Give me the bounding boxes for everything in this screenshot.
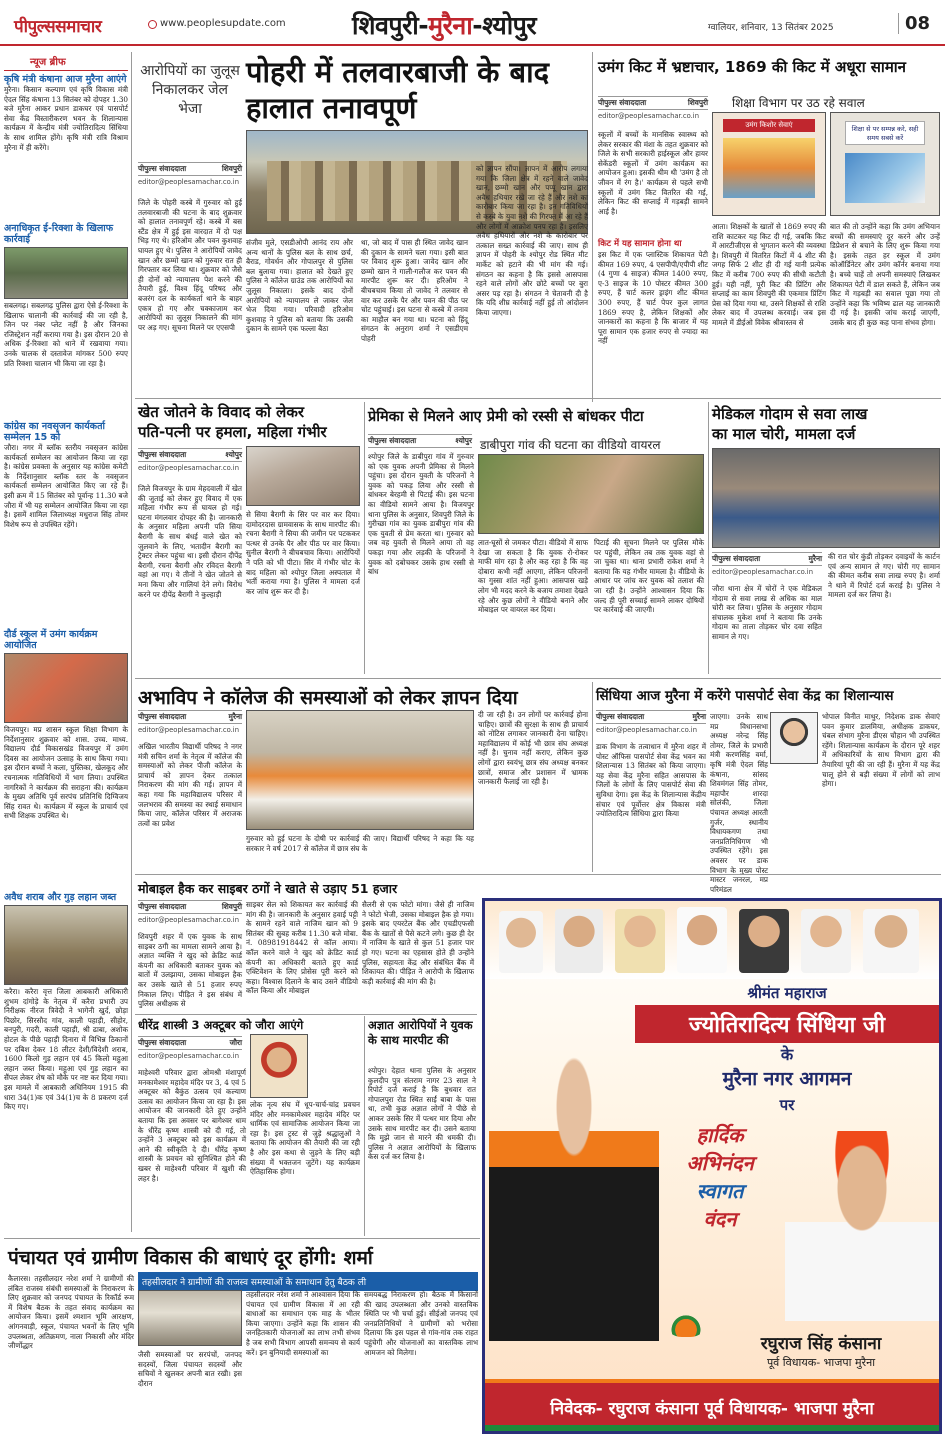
raid-photo — [4, 905, 128, 985]
umang-board-label-2: शिक्षा से पर सम्पन्न करे, सही समय सबसे करें — [845, 121, 925, 145]
ad-line5: पर — [779, 1096, 795, 1114]
ad-scindia-portrait — [489, 1041, 659, 1341]
farm-reporter: पीपुल्स संवाददाता — [138, 450, 187, 459]
godown-col-2: की रात चोर कुंडी तोड़कर दवाइयों के कार्टन एवं अन्य सामान ले गए। चोरी गए सामान की कीमत करीब सवा लाख रुपए है। शर्मा ने थाने में रिपोर्ट दर्ज कराई है। पुलिस ने मामला दर्ज कर लिया है। — [828, 552, 940, 600]
lead-col-2: संजीव मुले, एसडीओपी आनंद राय और अन्य थानों के पुलिस बल के साथ छर्च, बैराड, गोवर्धन और गोपालपुर से पुलिस बल बुलाया गया। हालात को देखते हुए पुलिस ने कॉलेज ग्राउंड तक आरोपियों का जुलूस निकाला। इसके बाद दोनों आरोपियों को न्यायालय ले जाकर जेल भेज दिया गया। परिवादी हरिओम कुशवाह ने पुलिस को बताया कि उसकी दुकान के सामने एक फल्ला बैठा — [246, 238, 353, 334]
globe-icon — [148, 20, 157, 29]
scindia-byline — [596, 710, 706, 736]
umang-city: शिवपुरी — [687, 98, 708, 107]
edition-title — [352, 8, 536, 42]
ad-line1: श्रीमंत महाराज — [747, 984, 827, 1002]
umang-photo-board — [712, 112, 826, 216]
scindia-reporter: पीपुल्स संवाददाता — [596, 712, 645, 721]
abvp-photo — [246, 710, 474, 830]
farm-title-1: खेत जोतने के विवाद को लेकर — [138, 403, 304, 421]
shastri-byline — [138, 1036, 242, 1062]
shastri-city: जौरा — [229, 1038, 242, 1047]
divider-v1 — [592, 52, 593, 402]
news-brief-column — [4, 52, 128, 1437]
lover-reporter: पीपुल्स संवाददाता — [368, 436, 417, 445]
brief-4-body: विजयपुर। मप्र शासन स्कूल शिक्षा विभाग के निर्देशानुसार शुक्रवार को शास. उच्च. माध्य. विद्यालय दौर्ड विकासखंड विजयपुर में उमंग दिवस का आयोजन उत्साह के साथ किया गया। इस दौरान बच्चों ने कला, पुस्तिका, खेलकूद और रचनात्मक गतिविधियों में भाग लिया। उपस्थित नागरिकों ने कार्यक्रम की सराहना की। कार्यक्रम के मुख्य अतिथि पूर्व सरपंच प्रतिनिधि दिग्विजय सिंह रावत थे। कार्यक्रम में स्कूल के प्राचार्य एवं सभी शिक्षक उपस्थित थे। — [4, 725, 128, 821]
lover-deck: डाबीपुरा गांव की घटना का वीडियो वायरल — [480, 438, 661, 452]
shastri-col-1: माहेश्वरी परिवार द्वारा ओमश्री मंशापूर्ण मनकामेश्वर महादेव मंदिर पर 3, 4 एवं 5 अक्टूबर को बैकुंठ उत्सव एवं कल्याण उत्सव का आयोजन किया जा रहा है। इस आयोजन की जानकारी देते हुए उन्होंने बताया कि इस अवसर पर बागेश्वर धाम के धीरेंद्र कृष्ण शास्त्री को दी गई, तो उन्होंने 3 अक्टूबर को इस कार्यक्रम में आने की स्वीकृति दे दी। धीरेंद्र कृष्ण शास्त्री के प्रवचन को सुनिश्चित होने की खबर से माहेश्वरी परिवार में खुशी की लहर है। — [138, 1068, 246, 1183]
farm-photo-hospital — [246, 446, 360, 506]
ad-welcome-words — [645, 1121, 795, 1233]
cyber-col-2: साइबर सेल को शिकायत कर कार्रवाई की मांग की है। जानकारी के अनुसार हवाई पट्टी के सामने रहने वाले नाजिम खान को 9 सितंबर की सुबह करीब 11.30 बजे मोबा. नं. 08981918442 से कॉल आया। कॉल करने वाले ने खुद को क्रेडिट कार्ड कंपनी का अधिकारी बताते हुए कार्ड एक्टिवेशन के लिए प्रोसेस पूरी करने को कहा। विश्वास दिलाने के बाद उसने वीडियो कॉल किया और मोबाइल — [246, 900, 358, 996]
dateline: ग्वालियर, शनिवार, 13 सितंबर 2025 — [708, 23, 834, 33]
godown-byline — [712, 552, 822, 578]
leader-portrait — [615, 909, 665, 973]
edition-c: -श्योपुर — [472, 11, 537, 40]
cyber-col-3: सैलरी से एक फोटो मांगा। जैसे ही नाजिम ने फोटो भेजी, उसका मोबाइल हैक हो गया। इसके बाद एयरटेल बैंक और एचडीएफसी बैंक के खातों से पैसे कटने लगे। कुछ ही देर में नाजिम के खाते से कुल 51 हजार पार हो गए। घटना का एहसास होते ही उन्होंने पुलिस, सहायता केंद्र और संबंधित बैंक में शिकायत की। पीड़ित ने आरोपी के खिलाफ कड़ी कार्रवाई की मांग की है। — [362, 900, 474, 986]
brief-5-body: करैरा। करैरा वृत्त जिला आबकारी अधिकारी शुभम दांगोड़े के नेतृत्व में करैरा प्रभारी उप निरीक्षक नीरज त्रिवेदी ने भागेनी खुर्द, छोड़ा पिछोर, सिरसौद गांव, काली पहाड़ी, सीहोर, बनपुरी, गदरी, काली पहाड़ी, श्री ढाबा, अशोक होटल के पीछे पहाड़ी दिनारा में विभिन्न ठिकानों पर दबिश देकर 18 लीटर देशी/विदेशी शराब, 1600 किलो गुड़ लहान एवं 45 किलो महुआ लहान जब्त किया। महुआ एवं गुड़ लहान का सैंपल लेकर शेष को मौके पर नष्ट कर दिया गया। इस मामले में आबकारी अधिनियम 1915 की धारा 34(1)क एवं 34(1)च के 8 प्रकरण दर्ज किए गए। — [4, 987, 128, 1112]
lead-title: पोहरी में तलवारबाजी के बाद हालात तनावपूर्ण — [246, 55, 550, 125]
ad-name: रघुराज सिंह कंसाना — [760, 1334, 882, 1354]
ad-w2: अभिनंदन — [686, 1151, 754, 1175]
leader-portrait — [499, 911, 543, 973]
leader-portrait — [555, 909, 603, 973]
assault-col: श्योपुर। देहात थाना पुलिस के अनुसार कुलदीप पुत्र संतराम नागर 23 साल ने रिपोर्ट दर्ज कराई है कि बुधवार रात गोपालपुरा रोड स्थित साईं बाबा के पास था, तभी कुछ अज्ञात लोगों ने पीछे से आकर उसके सिर में पत्थर मार दिया और उसके साथ मारपीट कर दी। उसने बताया कि मुझे जान से मारने की धमकी दी। पुलिस ने अज्ञात आरोपियों के खिलाफ केस दर्ज कर लिया है। — [368, 1066, 476, 1162]
leader-portrait — [739, 909, 789, 973]
brief-3-head: कांग्रेस का नवसृजन कार्यकर्ता सम्मेलन 15 को — [4, 421, 105, 443]
cyber-reporter: पीपुल्स संवाददाता — [138, 902, 187, 911]
leader-portrait — [801, 909, 851, 973]
godown-title-2: का माल चोरी, मामला दर्ज — [712, 425, 856, 443]
shastri-reporter: पीपुल्स संवाददाता — [138, 1038, 187, 1047]
edition-b: मुरैना — [428, 11, 473, 40]
umang-reporter: पीपुल्स संवाददाता — [598, 98, 647, 107]
abvp-col-3: दी जा रही है। उन लोगों पर कार्रवाई होना चाहिए। छात्रों की सुरक्षा के साथ ही प्राचार्य को नोटिस लगाकर जानकारी देना चाहिए। महाविद्यालय में कोई भी छात्र संघ अध्यक्ष नहीं है। चुनाव नहीं कराए, लेकिन कुछ लोगों द्वारा स्वयंभू छात्र संघ अध्यक्ष बनकर छात्रों, समाज और प्रशासन में भ्रामक जानकारी फैलाई जा रही है। — [478, 710, 588, 787]
umang-byline — [598, 96, 708, 122]
lover-col-1: श्योपुर जिले के डाबीपुरा गांव में गुरुवार को एक युवक अपनी प्रेमिका से मिलने पहुंचा। इस दौरान युवती के परिजनों ने युवक को पकड़ लिया और रस्सी से बांधकर बेरहमी से पिटाई की। इस घटना का वीडियो सामने आया है। विजयपुर थाना पुलिस के अनुसार, शिवपुरी जिले के गुरीच्छा गांव का युवक डाबीपुरा गांव की एक युवती से प्रेम करता था। गुरुवार को जब वह युवती से मिलने आया तो वह पकड़ा गया और लड़की के परिजनों ने युवक को दबोचकर उसके हाथ रस्सी से बांध — [368, 452, 474, 577]
brief-divider — [131, 52, 132, 1232]
lover-col-2: लात-घूसों से जमकर पीटा। वीडियो में साफ देखा जा सकता है कि युवक रो-रोकर माफी मांग रहा है और कह रहा है कि वह दोबारा कभी नहीं आएगा, लेकिन परिजनों का गुस्सा शांत नहीं हुआ। आसपास खड़े लोग भी मदद करने के बजाय तमाशा देखते रहे और कुछ लोगों ने वीडियो बनाने और मोबाइल पर वायरल कर दिया। — [478, 538, 588, 615]
divider-h3 — [135, 874, 941, 875]
scindia-col-1: डाक विभाग के तत्वाधान में मुरैना शहर में पोस्ट ऑफिस पासपोर्ट सेवा केंद्र भवन का शिलान्यास 13 सितंबर को किया जाएगा। यह सेवा केंद्र मुरैना सहित आसपास के जिलों के लोगों के लिए पासपोर्ट सेवा की सुविधा देगा। इस केंद्र के शिलान्यास केंद्रीय संचार एवं पूर्वोत्तर क्षेत्र विकास मंत्री ज्योतिरादित्य सिंधिया द्वारा किया — [596, 742, 706, 819]
scindia-welcome-ad — [482, 898, 942, 1434]
abvp-byline — [138, 710, 242, 736]
lead-col-3: था, जो बाद में पास ही स्थित जावेद खान की दुकान के सामने चला गया। इसी बात पर विवाद शुरू हुआ। जावेद खान और छम्मो खान ने गाली-गलौज कर पवन की मारपीट शुरू कर दी। हरिओम ने बीचबचाव किया तो जावेद ने तलवार से वार कर उसके पैर और पवन की पीठ पर चोट पहुंचाई। इस घटना से कस्बे में तनाव का माहौल बन गया था। घटना को हिंदू संगठन के अनुराग शर्मा ने एसडीएम पोहरी — [361, 238, 468, 343]
farm-email: editor@peoplesamachar.co.in — [138, 464, 240, 472]
lead-col-1: जिले के पोहरी कस्बे में गुरुवार को हुई तलवारबाजी की घटना के बाद शुक्रवार को हालात तनावपूर्ण रहे। कस्बे में बस स्टैंड क्षेत्र में हुई इस वारदात में दो पक्ष भिड़ गए थे। हरिओम और पवन कुशवाह घायल हुए थे। पुलिस ने आरोपियों जावेद खान और छम्मो खान को गुरुवार रात ही गिरफ्तार कर लिया था। शुक्रवार को जैसे ही दोनों को न्यायालय पेश करने की तैयारी हुई, विश्व हिंदू परिषद और बजरंग दल के कार्यकर्ता थाने के बाहर एकत्र हो गए और चक्काजाम कर आरोपियों का जुलूस निकालने की मांग पर अड़ गए। सूचना मिलने पर एएसपी — [138, 198, 242, 332]
site-url: www.peoplesupdate.com — [160, 18, 286, 29]
godown-title — [712, 404, 940, 444]
abvp-col-1: अखिल भारतीय विद्यार्थी परिषद ने नगर मंत्री सचिन शर्मा के नेतृत्व में कॉलेज की समस्याओं को लेकर पीजी कॉलेज के प्राचार्य को ज्ञापन देकर तत्काल निराकरण की मांग की गई। ज्ञापन में कहा गया कि महाविद्यालय परिसर में जलभराव की समस्या का स्थाई समाधान किया जाए, कॉलेज परिसर में अराजक तत्वों का प्रवेश — [138, 742, 242, 828]
divider-v2 — [364, 402, 365, 674]
divider-h2 — [135, 678, 941, 679]
brief-3-body: जौरा। नगर में ब्लॉक स्तरीय नवसृजन कांग्रेस कार्यकर्ता सम्मेलन का आयोजन किया जा रहा है। कांग्रेस प्रवक्ता के अनुसार यह कांग्रेस कमेटी के निर्देशानुसार ब्लॉक स्तर के नवसृजन कार्यकर्ता सम्मेलन आयोजित किए जा रहे हैं। इसी क्रम में 15 सितंबर को पूर्वान्ह 11.30 बजे जौरा में भी यह सम्मेलन आयोजित किया जा रहा है। इसमें शामिल जिलाध्यक्ष मधुराज सिंह तोमर विशेष रूप से उपस्थित रहेंगे। — [4, 443, 128, 529]
lover-col-3: पिटाई की सूचना मिलने पर पुलिस मौके पर पहुंची, लेकिन तब तक युवक वहां से जा चुका था। थाना प्रभारी राकेश शर्मा ने बताया कि यह गंभीर मामला है। वीडियो के आधार पर जांच कर युवक को तलाश की जा रही है। उन्होंने आश्वासन दिया कि जल्द ही पूरी सच्चाई सामने लाकर दोषियों पर कार्रवाई की जाएगी। — [594, 538, 704, 615]
ad-footer: निवेदक- रघुराज कंसाना पूर्व विधायक- भाजपा मुरैना — [485, 1379, 939, 1431]
paper-name: पीपुल्स — [14, 17, 56, 37]
cyber-title: मोबाइल हैक कर साइबर ठगों ने खाते से उड़ाए 51 हजार — [138, 881, 398, 896]
umang-deck: शिक्षा विभाग पर उठ रहे सवाल — [732, 96, 865, 110]
school-event-photo — [4, 653, 128, 723]
divider-v4 — [592, 682, 593, 872]
scindia-city: मुरैना — [692, 712, 706, 721]
lead-col-4: को ज्ञापन सौंपा। ज्ञापन में आरोप लगाया गया कि जिला क्षेत्र में रहने वाले जावेद खान, छम्मो खान और पप्पू खान द्वारा अवैध हथियार रखे जा रहे हैं और नशे का कारोबार किया जा रहा है। इन गतिविधियों से कस्बे के युवा नशे की गिरफ्त में आ रहे हैं और लोगों में आक्रोश पनप रहा है। इसलिए अवैध हथियारों और नशे के कारोबार पर तत्काल सख्त कार्रवाई की जाए। साथ ही ज्ञापन में पोहरी के श्योपुर रोड स्थित मीट मार्केट को हटाने की भी मांग की गई। संगठन का कहना है कि इससे आसपास रहने वाले लोगों और छोटे बच्चों पर बुरा असर पड़ रहा है। संगठन ने चेतावनी दी है कि यदि शीघ्र कार्रवाई नहीं हुई तो आंदोलन किया जाएगा। — [476, 164, 588, 317]
paper-logo — [14, 14, 101, 37]
umang-col-3: बात की तो उन्होंने कहा कि उमंग अभियान बच्चों की समस्याएं दूर करने और उन्हें डिप्रेशन से बचाने के लिए शुरू किया गया है। इसके तहत हर स्कूल में उमंग कोऑर्डिनेटर और उमंग कॉर्नर बनाया गया है। बच्चे चाहें तो अपनी समस्याएं लिखकर शिकायत पेटी में डाल सकते हैं, लेकिन जब किट में गड़बड़ी का सवाल पूछा गया तो उन्होंने कहा कि भविष्य ढाल यह जानकारी दी गई है। इसकी जांच कराई जाएगी, उसके बाद ही कुछ कह पाना संभव होगा। — [830, 222, 940, 327]
farm-title-2: पति-पत्नी पर हमला, महिला गंभीर — [138, 423, 327, 441]
scindia-title: सिंधिया आज मुरैना में करेंगे पासपोर्ट सेवा केंद्र का शिलान्यास — [596, 688, 894, 704]
abvp-city: मुरैना — [228, 712, 242, 721]
shastri-photo — [250, 1034, 308, 1098]
shastri-email: editor@peoplesamachar.co.in — [138, 1052, 240, 1060]
umang-title: उमंग किट में भ्रष्टाचार, 1869 की किट में अधूरा सामान — [598, 58, 907, 76]
cyber-byline — [138, 900, 242, 926]
divider-h4 — [135, 1014, 477, 1015]
panchayat-col-4: समयबद्ध निराकरण हो। बैठक में किसानों की खाद उपलब्धता और उनको वास्तविक स्थिति पर भी चर्चा हुई। सीईओ जनपद एवं जनप्रतिनिधियों ने ग्रामीणों को भरोसा दिलाया कि इस पहल से गांव-गांव तक राहत पहुंचेगी और योजनाओं का वास्तविक लाभ आमजन को मिलेगा। — [364, 1290, 478, 1357]
farm-col-2: से सिया बैरागी के सिर पर वार कर दिया। दामोदरदास ग्रामवासक के साथ मारपीट की। रचना बैरागी ने सिया की जमीन पर पटककर पत्थर से उनके पैर और पीठ पर वार किया। सुनील बैरागी ने बीचबचाव किया। आरोपियों ने पति को भी पीटा। सिर में गंभीर चोट के बाद महिला को श्योपुर जिला अस्पताल में भर्ती कराया गया है। पुलिस ने मामला दर्ज कर जांच शुरू कर दी है। — [246, 510, 360, 596]
farm-byline — [138, 448, 242, 474]
shastri-title: धीरेंद्र शास्त्री 3 अक्टूबर को जौरा आएंगे — [138, 1018, 304, 1032]
godown-photo — [712, 448, 940, 548]
godown-title-1: मेडिकल गोदाम से सवा लाख — [712, 405, 868, 423]
farm-city: श्योपुर — [225, 450, 242, 459]
scindia-email: editor@peoplesamachar.co.in — [596, 726, 698, 734]
cyber-city: शिवपुरी — [221, 902, 242, 911]
abvp-email: editor@peoplesamachar.co.in — [138, 726, 240, 734]
panchayat-photo — [138, 1290, 242, 1346]
godown-city: मुरैना — [808, 554, 822, 563]
cyber-email: editor@peoplesamachar.co.in — [138, 916, 240, 924]
lead-reporter: पीपुल्स संवाददाता — [138, 164, 187, 173]
ad-line2: ज्योतिरादित्य सिंधिया जी — [635, 1005, 939, 1043]
page-number: 08 — [898, 13, 930, 34]
lover-video-still — [478, 454, 704, 534]
godown-reporter: पीपुल्स संवाददाता — [712, 554, 761, 563]
brief-2-head: अनाधिकृत ई-रिक्शा के खिलाफ कार्रवाई — [4, 223, 114, 245]
lover-byline — [368, 434, 472, 448]
panchayat-title: पंचायत एवं ग्रामीण विकास की बाधाएं दूर होंगी: शर्मा — [8, 1247, 373, 1269]
brief-4-head: दौर्ड स्कूल में उमंग कार्यक्रम आयोजित — [4, 629, 98, 651]
godown-col-1: जौरा थाना क्षेत्र में चोरों ने एक मेडिकल गोदाम से सवा लाख से अधिक का माल चोरी कर लिया। पुलिस के अनुसार गोदाम संचालक मुकेश शर्मा ने बताया कि उनके गोदाम का ताला तोड़कर चोर दवा सहित सामान ले गए। — [712, 584, 822, 641]
umang-board-label: उमंग किशोर सेवाएं — [723, 119, 815, 132]
cyber-col-1: शिवपुरी शहर में एक युवक के साथ साइबर ठगी का मामला सामने आया है। अज्ञात व्यक्ति ने खुद को क्रेडिट कार्ड कंपनी का अधिकारी बताकर युवक को बातों में उलझाया, उसका मोबाइल हैक कर उसके खाते से 51 हजार रुपए निकाल लिए। पीड़ित ने इस संबंध में पुलिस अधीक्षक से — [138, 932, 242, 1009]
brief-1-body: मुरैना। किसान कल्याण एवं कृषि विकास मंत्री ऐदल सिंह कंषाना 13 सितंबर को दोपहर 1.30 बजे मुरैना आकर प्रधान डाकघर एवं पासपोर्ट सेवा केंद्र विस्तारीकरण भवन के शिलान्यास कार्यक्रम में केन्द्रीय मंत्री ज्योतिरादित्य सिंधिया के साथ शामिल होंगे। कृषि मंत्री रात्रि विश्राम मुरैना में ही करेंगे। — [4, 85, 128, 152]
divider-v5 — [364, 1016, 365, 1236]
ad-line4: मुरैना नगर आगमन — [722, 1068, 852, 1090]
panchayat-col-1: कैलारस। तहसीलदार नरेश शर्मा ने ग्रामीणों की लंबित राजस्व संबंधी समस्याओं के निराकरण के लिए शुक्रवार को जनपद पंचायत के रिकॉर्ड रूम में विशेष बैठक के तहत संवाद कार्यक्रम का आयोजन किया। इसमें श्मशान भूमि आरक्षण, आंगनवाड़ी, स्कूल, पंचायत भवनों के लिए भूमि उपलब्धता, अतिक्रमण, नाला निकासी और मंदिर जीर्णोद्धार — [8, 1274, 134, 1351]
lover-city: श्योपुर — [455, 436, 472, 445]
lead-city: शिवपुरी — [221, 164, 242, 173]
umang-col-2: आता। शिक्षकों के खातों से 1869 रुपए की राशि काटकर यह किट दी गई, जबकि किट में आरटीजीएस से भुगतान करने की व्यवस्था है। शिवपुरी में वितरित किटों में 4 शीट की जगह सिर्फ 2 शीट ही दी गई यानी प्रत्येक किट में करीब 700 रुपए की सीधी कटौती हुई। यही नहीं, पूरी किट की प्रिंटिंग और सप्लाई का काम शिवपुरी की एकमात्र प्रिंटिंग प्रेस को दिया गया था, उसने शिक्षकों से राशि लेकर बाद में उपलब्ध करवाई। जब इस मामले में डीईओ विवेक श्रीवास्तव से — [712, 222, 826, 327]
brief-2-body: सबलगढ़। सबलगढ़ पुलिस द्वारा ऐसे ई-रिक्शा के खिलाफ चालानी की कार्रवाई की जा रही है, जिन पर नंबर प्लेट नहीं है और जिनका रजिस्ट्रेशन नहीं कराया गया है। इस दौरान 20 से अधिक ई-रिक्शा को थाने में रखवाया गया। उनके चालक से दस्तावेज मांगकर 500 रुपए प्रति रिक्शा चालान भी किया जा रहा है। — [4, 301, 128, 368]
brief-1-head: कृषि मंत्री कंषाना आज मुरैना आएंगे — [4, 74, 127, 85]
panchayat-col-2: जैसी समस्याओं पर सरपंचों, जनपद सदस्यों, जिला पंचायत सदस्यों और सचिवों ने खुलकर अपनी बात रखी। इस दौरान — [138, 1350, 242, 1388]
umang-sub: किट में यह सामान होना था — [598, 239, 682, 249]
leader-portrait — [863, 909, 919, 973]
panchayat-col-3: तहसीलदार नरेश शर्मा ने आश्वासन दिया कि पंचायत एवं ग्रामीण विकास में आ रही बाधाओं का समाधान एक माह के भीतर किया जाएगा। उन्होंने कहा कि शासन की जनहितकारी योजनाओं का लाभ तभी संभव है जब सभी विभाग आपसी समन्वय से कार्य करें। इन बुनियादी समस्याओं का — [246, 1290, 360, 1357]
umang-email: editor@peoplesamachar.co.in — [598, 112, 700, 120]
lead-email: editor@peoplesamachar.co.in — [138, 178, 240, 186]
lead-byline — [138, 162, 242, 188]
bjp-lotus-icon — [665, 1301, 707, 1337]
brief-5-head: अवैध शराब और गुड़ लहान जब्त — [4, 892, 117, 903]
umang-col-1: स्कूलों में बच्चों के मानसिक स्वास्थ्य को लेकर सरकार की मंशा के तहत शुक्रवार को जिले के सभी सरकारी हाईस्कूल और हायर सेकेंडरी स्कूलों में उमंग कार्यक्रम का आयोजन हुआ। इसकी थीम थी 'उमंग है तो जीवन में रंग है।' कार्यक्रम से पहले सभी स्कूलों में उमंग किट वितरित की गई, लेकिन किट की सप्लाई में गड़बड़ी सामने आई है। — [598, 130, 708, 216]
edition-a: शिवपुरी- — [352, 11, 429, 40]
ad-role: पूर्व विधायक- भाजपा मुरैना — [766, 1356, 876, 1369]
godown-email: editor@peoplesamachar.co.in — [712, 568, 814, 576]
panchayat-deck: तहसीलदार ने ग्रामीणों की राजस्व समस्याओं के समाधान हेतु बैठक ली — [138, 1272, 478, 1291]
erickshaw-photo — [4, 247, 128, 299]
divider-v3 — [708, 402, 709, 674]
divider-h1 — [135, 398, 941, 399]
scindia-col-2: जाएगा। उनके साथ मप्र विधानसभा अध्यक्ष नरेन्द्र सिंह तोमर, जिले के प्रभारी मंत्री करणसिंह वर्मा, कृषि मंत्री ऐदल सिंह कंषाना, सांसद शिवमंगल सिंह तोमर, महापौर शारदा सोलंकी, जिला पंचायत अध्यक्ष आरती गुर्जर, स्थानीय विधायकगण तथा जनप्रतिनिधिगण भी उपस्थित रहेंगे। इस अवसर पर डाक विभाग के मुख्य पोस्ट मास्टर जनरल, मप्र परिमंडल — [710, 712, 768, 894]
ad-raghuraj-portrait — [785, 1131, 939, 1321]
masthead — [0, 0, 945, 46]
shastri-col-2: लोक नृत्य संघ में धूप-चार्च-चांद्र प्रवचन मंदिर और मनकामेश्वर महादेव मंदिर पर धार्मिक एवं सामाजिक आयोजन किया जा रहा है। इस ट्रस्ट से जुड़े श्रद्धालुओं ने बताया कि आयोजन की तैयारी की जा रही है और इस कथा से जुड़ने के लिए बड़ी संख्या में भक्तजन जुटेंगे। यह कार्यक्रम ऐतिहासिक होगा। — [250, 1100, 360, 1177]
scindia-portrait — [770, 712, 818, 764]
paper-name-2: समाचार — [55, 17, 102, 37]
lead-side-head: आरोपियों का जुलूस निकालकर जेल भेजा — [140, 63, 240, 117]
lover-title: प्रेमिका से मिलने आए प्रेमी को रस्सी से बांधकर पीटा — [368, 409, 644, 425]
leader-portrait — [677, 907, 727, 973]
divider-h5 — [4, 1238, 480, 1239]
assault-title: अज्ञात आरोपियों ने युवक के साथ मारपीट की — [368, 1018, 473, 1047]
ad-line3: के — [780, 1045, 794, 1064]
abvp-title: अभाविप ने कॉलेज की समस्याओं को लेकर ज्ञापन दिया — [138, 687, 518, 709]
ad-w1: हार्दिक — [696, 1123, 744, 1147]
umang-col-1b: इस किट में एक प्लास्टिक शिकायत पेटी कीमत 169 रुपए, 4 एसपीपी/एपीपी शीट (4 गुणा 4 साइज) कीमत 1400 रुपए, ए-3 साइज के 10 पोस्टर कीमत 300 रुपए, हैं चार्ट कलर ड्राइंग शीट कीमत 300 रुपए, हैं चार्ट पेपर कुल लागत 1869 रुपए है, लेकिन शिक्षकों और जानकारों का कहना है कि बाजार में यह पूरा सामान एक हजार रुपए से ज्यादा का नहीं — [598, 250, 708, 346]
ad-leaders-row — [485, 901, 939, 979]
farm-col-1: जिले विजयपुर के ग्राम मेहदवाली में खेत की जुताई को लेकर हुए विवाद में एक महिला गंभीर रूप से घायल हो गई। घटना मंगलवार दोपहर की है। जानकारी के अनुसार महिला अपनी पति सिया बैरागी के साथ बंधई वाले खेत को जुलवाने के लिए, भतादीन बैरागी का ट्रैक्टर लेकर पहुंचा था। इसी दौरान दीपेंद्र बैरागी, रचना बैरागी और रविदत्त बैरागी वहां आ गए। ये तीनों ने खेत जोतने से मना किया और गालियां देने लगे। विरोध करने पर दीपेंद्र बैरागी ने कुल्हाड़ी — [138, 484, 242, 599]
farm-title — [138, 402, 360, 442]
abvp-reporter: पीपुल्स संवाददाता — [138, 712, 187, 721]
abvp-col-2: गुरुवार को हुई घटना के दोषी पर कार्रवाई की जाए। विद्यार्थी परिषद ने कहा कि यह सरकार ने वर्ष 2017 से कॉलेज में छात्र संघ के — [246, 834, 474, 853]
ad-w4: वंदन — [703, 1207, 737, 1231]
umang-photo-kit — [830, 112, 940, 216]
brief-label: न्यूज ब्रीफ — [4, 52, 128, 71]
scindia-col-3: भोपाल विनीत माथुर, निदेशक डाक सेवाएं पवन कुमार डालमिया, अधीक्षक डाकघर, चंबल संभाग मुरैना डीएस चौहान भी उपस्थित रहेंगे। शिलान्यास कार्यक्रम के दौरान पूरे शहर में अधिकारियों के साथ विभाग द्वारा की तैयारियां पूरी की जा रही हैं। मुरैना में यह केंद्र चालू होने से बड़ी संख्या में लोगों को लाभ होगा। — [822, 712, 940, 789]
ad-w3: स्वागत — [696, 1179, 744, 1203]
